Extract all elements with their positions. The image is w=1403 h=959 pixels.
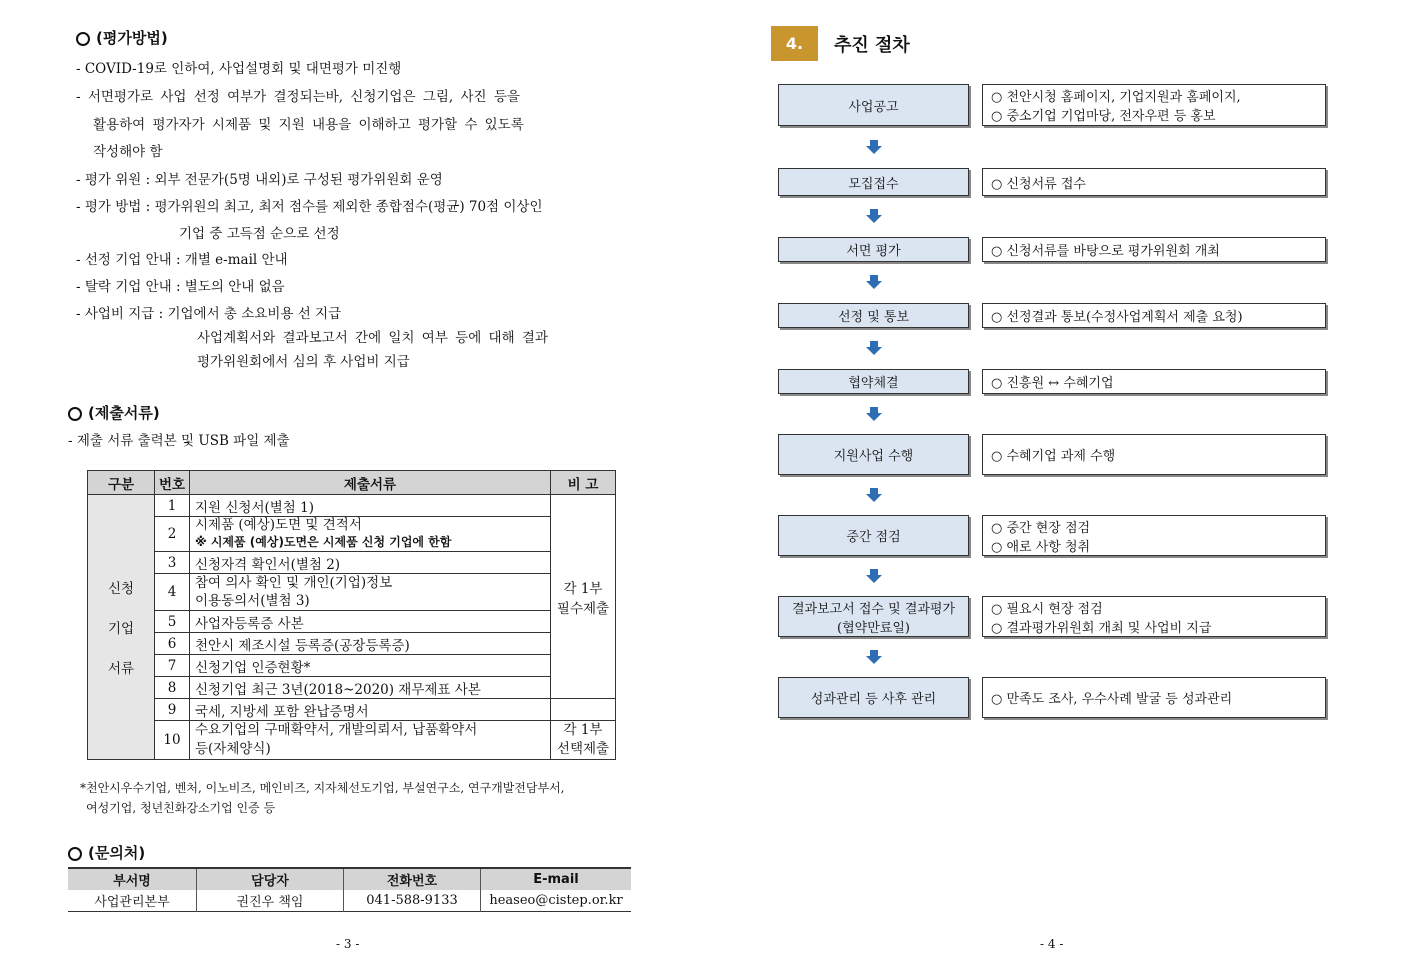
flow-description: ○ 만족도 조사, 우수사례 발굴 등 성과관리 xyxy=(982,677,1326,718)
flow-step: 지원사업 수행 xyxy=(778,434,969,475)
flow-step: 협약체결 xyxy=(778,369,969,394)
docs-line: - 제출 서류 출력본 및 USB 파일 제출 xyxy=(68,433,290,449)
table-row: 사업관리본부 권진우 책임 041-588-9133 heaseo@cistep.or.kr xyxy=(68,890,631,912)
flow-description: ○ 중간 현장 점검 ○ 애로 사항 청취 xyxy=(982,515,1326,556)
arrow-down-icon xyxy=(866,275,882,289)
eval-line: 활용하여 평가자가 시제품 및 지원 내용을 이해하고 평가할 수 있도록 xyxy=(93,117,524,133)
circle-bullet-icon xyxy=(76,32,90,46)
table-header: 번호 xyxy=(155,471,190,495)
table-row: 4 참여 의사 확인 및 개인(기업)정보 이용동의서(별첨 3) xyxy=(88,574,616,611)
flow-description: ○ 신청서류 접수 xyxy=(982,168,1326,196)
contact-header: E-mail xyxy=(481,868,632,890)
page-number: - 3 - xyxy=(336,937,360,951)
eval-line: - 탈락 기업 안내 : 별도의 안내 없음 xyxy=(76,279,285,295)
circle-bullet-icon xyxy=(68,407,82,421)
table-header: 비 고 xyxy=(551,471,616,495)
eval-line: 사업계획서와 결과보고서 간에 일치 여부 등에 대해 결과 xyxy=(197,330,548,346)
table-header: 제출서류 xyxy=(190,471,551,495)
contact-header: 담당자 xyxy=(197,868,344,890)
flow-step: 중간 점검 xyxy=(778,515,969,556)
remark-optional: 각 1부 선택제출 xyxy=(551,721,616,760)
flow-description: ○ 필요시 현장 점검 ○ 결과평가위원회 개최 및 사업비 지급 xyxy=(982,596,1326,637)
flow-description: ○ 수혜기업 과제 수행 xyxy=(982,434,1326,475)
flow-step: 결과보고서 접수 및 결과평가 (협약만료일) xyxy=(778,596,969,637)
eval-line: - 선정 기업 안내 : 개별 e-mail 안내 xyxy=(76,252,288,268)
section-number-badge: 4. xyxy=(771,26,818,61)
contact-header: 부서명 xyxy=(68,868,197,890)
table-row: 3 신청자격 확인서(별첨 2) xyxy=(88,552,616,574)
eval-line: - 평가 위원 : 외부 전문가(5명 내외)로 구성된 평가위원회 운영 xyxy=(76,172,443,188)
flow-description: ○ 진흥원 ↔ 수혜기업 xyxy=(982,369,1326,394)
footnote: 여성기업, 청년친화강소기업 인증 등 xyxy=(86,801,276,815)
arrow-down-icon xyxy=(866,341,882,355)
table-row: 2 시제품 (예상)도면 및 견적서 ※ 시제품 (예상)도면은 시제품 신청 기업에 한함 xyxy=(88,517,616,552)
arrow-down-icon xyxy=(866,488,882,502)
contact-heading: (문의처) xyxy=(68,842,145,863)
flow-step: 선정 및 통보 xyxy=(778,303,969,328)
arrow-down-icon xyxy=(866,569,882,583)
arrow-down-icon xyxy=(866,650,882,664)
circle-bullet-icon xyxy=(68,847,82,861)
arrow-down-icon xyxy=(866,209,882,223)
flow-description: ○ 선정결과 통보(수정사업계획서 제출 요청) xyxy=(982,303,1326,328)
eval-line: - 사업비 지급 : 기업에서 총 소요비용 선 지급 xyxy=(76,306,342,322)
flow-step: 서면 평가 xyxy=(778,237,969,262)
eval-line: 작성해야 함 xyxy=(93,144,163,160)
eval-line: - 서면평가로 사업 선정 여부가 결정되는바, 신청기업은 그림, 사진 등을 xyxy=(76,89,520,105)
eval-heading: (평가방법) xyxy=(76,27,168,48)
table-row: 7 신청기업 인증현황* xyxy=(88,655,616,677)
contact-table xyxy=(68,867,631,912)
table-row: 10 수요기업의 구매확약서, 개발의뢰서, 납품확약서 등(자체양식) 각 1부 선택제출 xyxy=(88,721,616,760)
category-cell: 신청 기업 서류 xyxy=(88,495,155,760)
arrow-down-icon xyxy=(866,407,882,421)
eval-line: - COVID-19로 인하여, 사업설명회 및 대면평가 미진행 xyxy=(76,61,402,77)
docs-heading: (제출서류) xyxy=(68,402,160,423)
eval-line: 기업 중 고득점 순으로 선정 xyxy=(179,226,340,242)
footnote: *천안시우수기업, 벤처, 이노비즈, 메인비즈, 지자체선도기업, 부설연구소, 연구개발전담부서, xyxy=(80,781,565,795)
table-header: 구분 xyxy=(88,471,155,495)
table-row: 5 사업자등록증 사본 xyxy=(88,611,616,633)
submission-table xyxy=(87,470,616,760)
table-note: ※ 시제품 (예상)도면은 시제품 신청 기업에 한함 xyxy=(195,535,452,549)
eval-line: 평가위원회에서 심의 후 사업비 지급 xyxy=(197,354,410,370)
table-row: 6 천안시 제조시설 등록증(공장등록증) xyxy=(88,633,616,655)
flow-description: ○ 신청서류를 바탕으로 평가위원회 개최 xyxy=(982,237,1326,262)
eval-line: - 평가 방법 : 평가위원의 최고, 최저 점수를 제외한 종합점수(평균) 70점 이상인 xyxy=(76,199,543,215)
remark-required: 각 1부 필수제출 xyxy=(551,495,616,699)
table-row: 신청 기업 서류 1 지원 신청서(별첨 1) 각 1부 필수제출 xyxy=(88,495,616,517)
flow-step: 성과관리 등 사후 관리 xyxy=(778,677,969,718)
table-row: 9 국세, 지방세 포함 완납증명서 xyxy=(88,699,616,721)
flow-description: ○ 천안시청 홈페이지, 기업지원과 홈페이지, ○ 중소기업 기업마당, 전자우편 등 홍보 xyxy=(982,84,1326,126)
flow-step: 사업공고 xyxy=(778,84,969,126)
page-number: - 4 - xyxy=(1040,937,1064,951)
section-title: 추진 절차 xyxy=(834,35,910,56)
table-row: 8 신청기업 최근 3년(2018~2020) 재무제표 사본 xyxy=(88,677,616,699)
arrow-down-icon xyxy=(866,140,882,154)
flow-step: 모집접수 xyxy=(778,168,969,196)
contact-header: 전화번호 xyxy=(344,868,481,890)
